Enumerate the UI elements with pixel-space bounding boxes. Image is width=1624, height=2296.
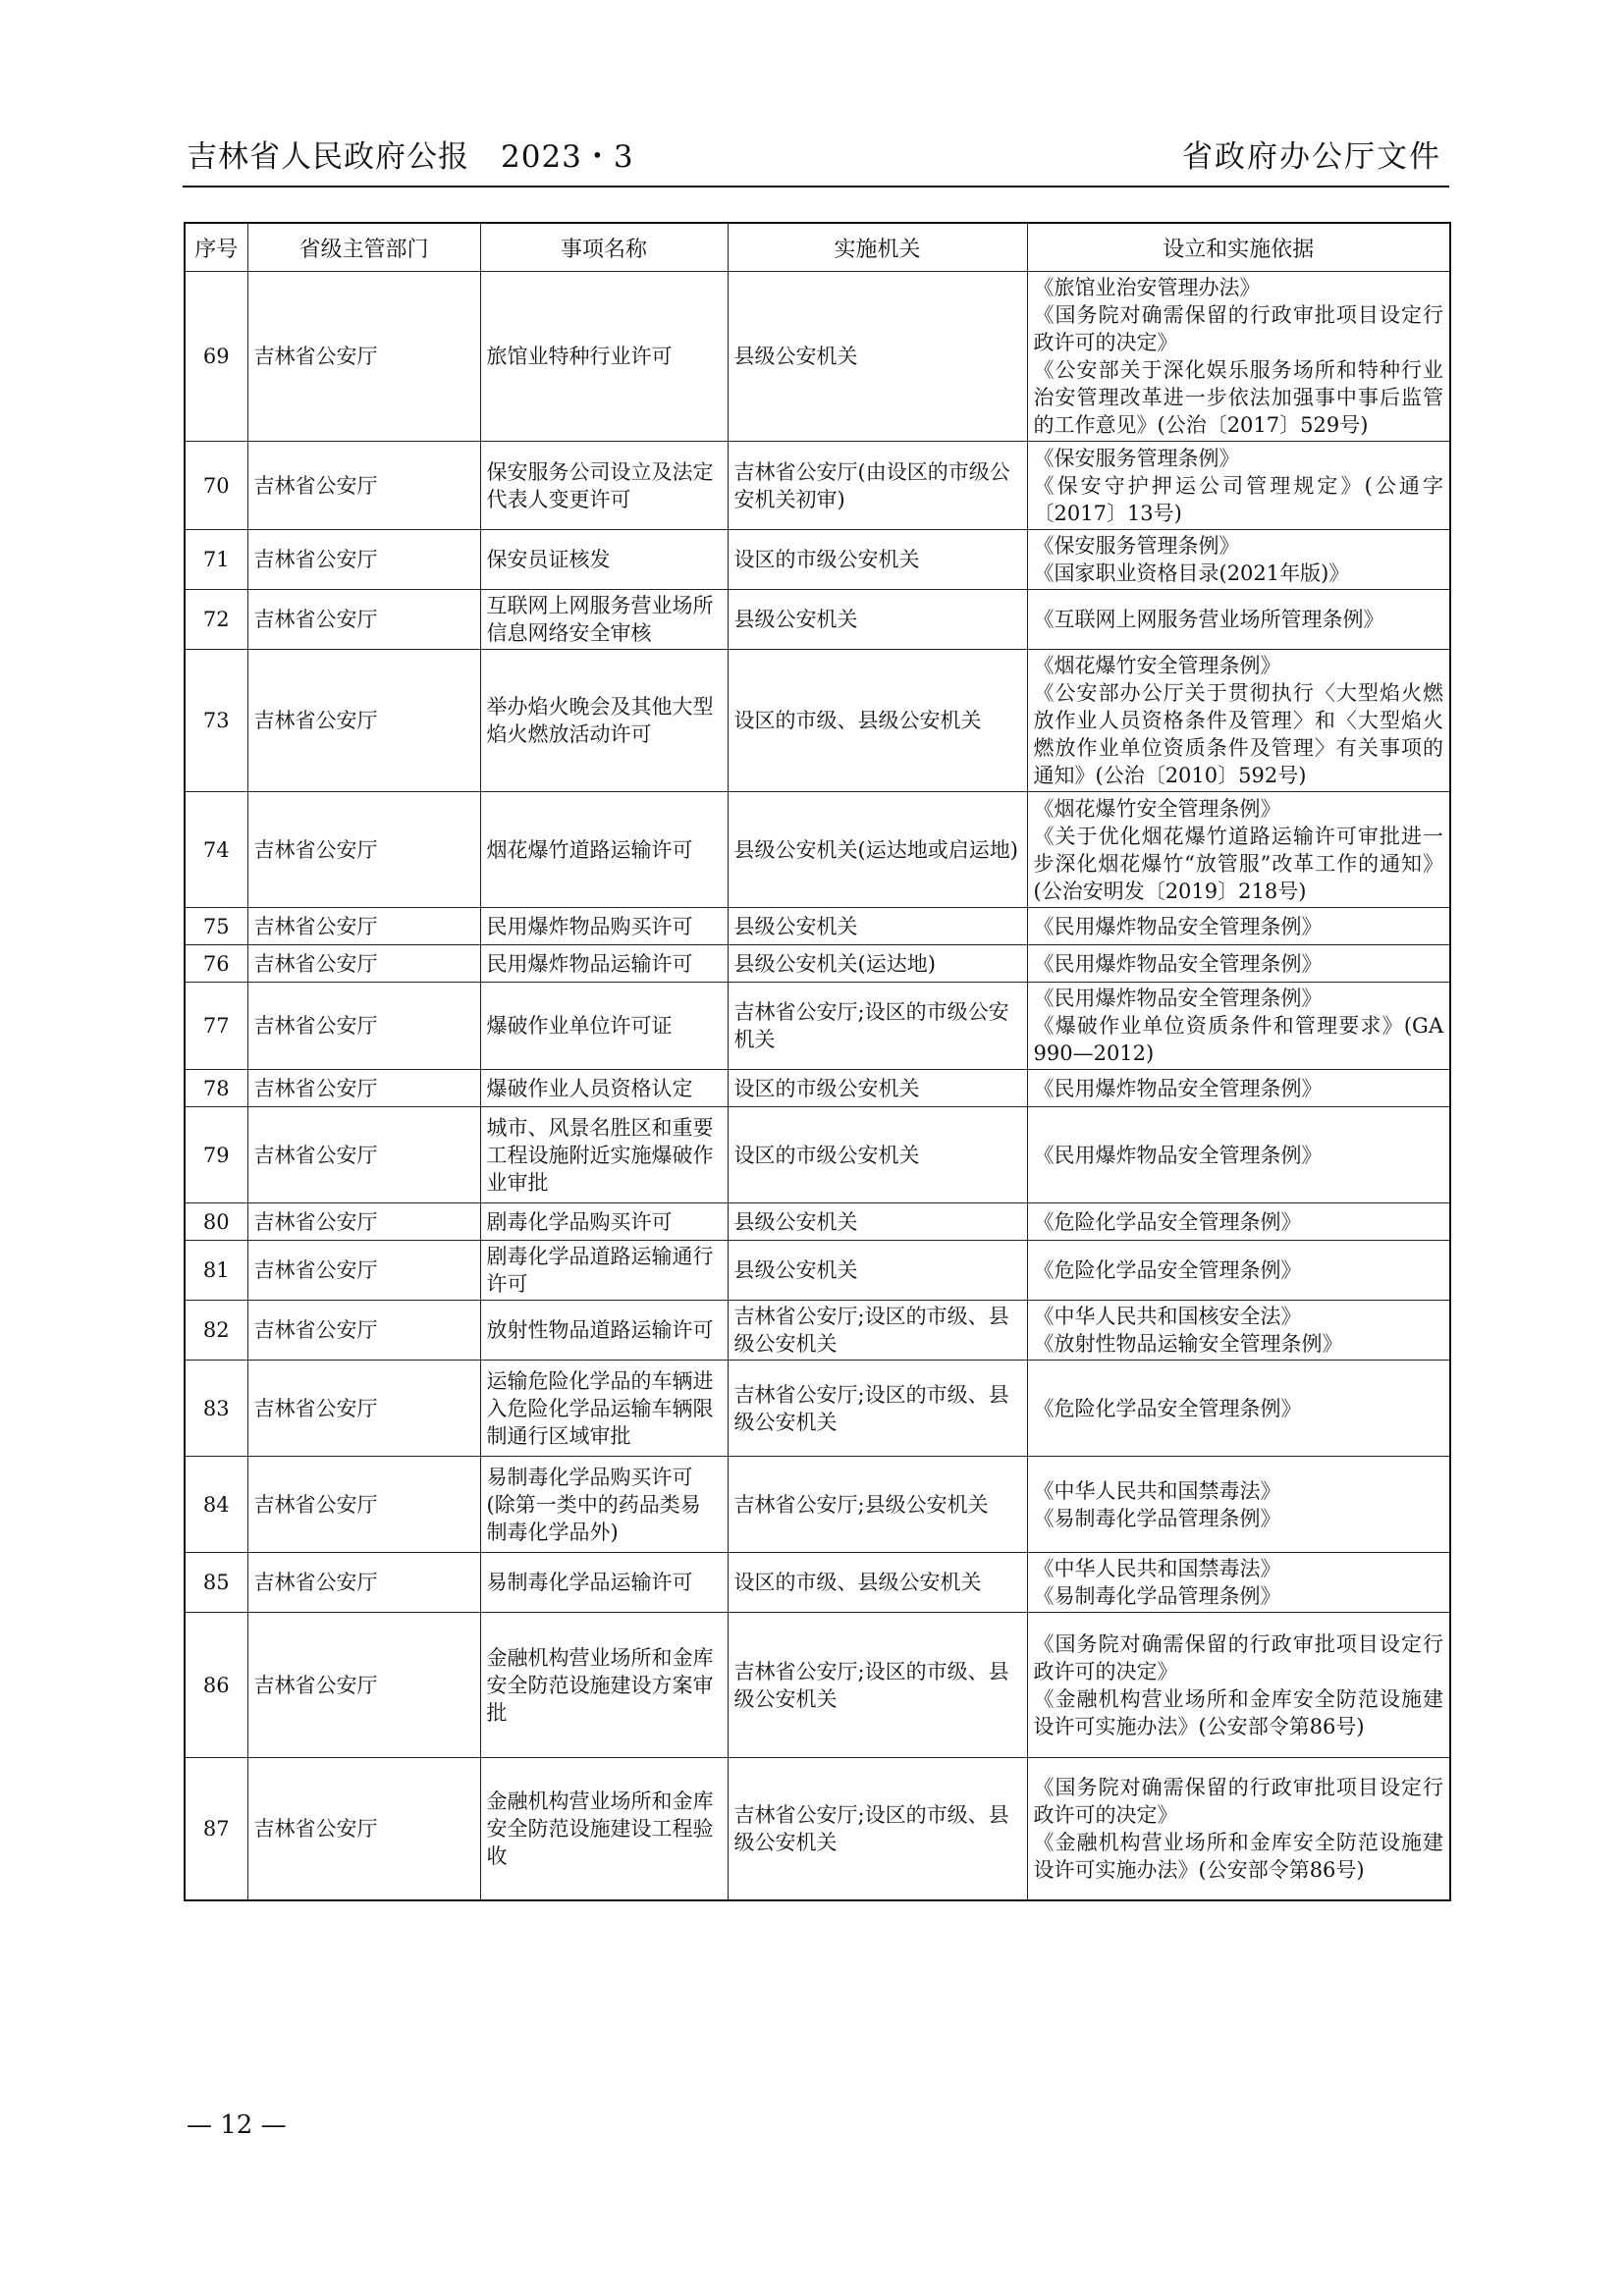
row-agency: 吉林省公安厅;设区的市级、县级公安机关 — [728, 1361, 1027, 1457]
row-department: 吉林省公安厅 — [247, 1553, 480, 1613]
row-item-name: 爆破作业单位许可证 — [480, 983, 728, 1070]
row-legal-basis — [1027, 590, 1450, 650]
basis-line: 《烟花爆竹安全管理条例》 — [1033, 796, 1281, 821]
row-department: 吉林省公安厅 — [247, 1361, 480, 1457]
row-item-name: 举办焰火晚会及其他大型焰火燃放活动许可 — [480, 650, 728, 792]
table-row — [185, 1361, 1450, 1457]
table-row — [185, 530, 1450, 590]
col-header-item: 事项名称 — [480, 223, 728, 272]
basis-line: 《爆破作业单位资质条件和管理要求》(GA 990—2012) — [1033, 1014, 1443, 1065]
row-agency: 县级公安机关 — [728, 1241, 1027, 1301]
basis-line: 《国务院对确需保留的行政审批项目设定行政许可的决定》 — [1033, 1631, 1443, 1683]
row-number: 73 — [185, 650, 247, 792]
table-row — [185, 272, 1450, 442]
row-department: 吉林省公安厅 — [247, 1613, 480, 1758]
basis-line: 《中华人民共和国禁毒法》 — [1033, 1557, 1281, 1580]
table-row — [185, 1203, 1450, 1241]
row-number: 79 — [185, 1107, 247, 1203]
row-agency: 吉林省公安厅;设区的市级公安机关 — [728, 983, 1027, 1070]
row-legal-basis — [1027, 1613, 1450, 1758]
row-legal-basis — [1027, 442, 1450, 530]
table-row — [185, 1613, 1450, 1758]
row-item-name: 民用爆炸物品运输许可 — [480, 945, 728, 983]
table-row — [185, 1457, 1450, 1553]
row-number: 84 — [185, 1457, 247, 1553]
row-item-name: 民用爆炸物品购买许可 — [480, 908, 728, 945]
row-legal-basis — [1027, 792, 1450, 908]
row-number: 87 — [185, 1758, 247, 1900]
table-row — [185, 945, 1450, 983]
basis-line: 《危险化学品安全管理条例》 — [1033, 1209, 1302, 1234]
col-header-no: 序号 — [185, 223, 247, 272]
basis-line: 《公安部办公厅关于贯彻执行〈大型焰火燃放作业人员资格条件及管理〉和〈大型焰火燃放作业单位资质条件及管理〉有关事项的通知》(公治〔2010〕592号) — [1033, 681, 1443, 787]
row-item-name: 易制毒化学品购买许可(除第一类中的药品类易制毒化学品外) — [480, 1457, 728, 1553]
row-number: 74 — [185, 792, 247, 908]
row-department: 吉林省公安厅 — [247, 590, 480, 650]
row-agency: 设区的市级公安机关 — [728, 1107, 1027, 1203]
basis-line: 《金融机构营业场所和金库安全防范设施建设许可实施办法》(公安部令第86号) — [1033, 1686, 1443, 1738]
row-department: 吉林省公安厅 — [247, 792, 480, 908]
row-agency: 吉林省公安厅;设区的市级、县级公安机关 — [728, 1613, 1027, 1758]
row-number: 77 — [185, 983, 247, 1070]
row-agency: 县级公安机关(运达地) — [728, 945, 1027, 983]
basis-line: 《关于优化烟花爆竹道路运输许可审批进一步深化烟花爆竹“放管服”改革工作的通知》(公治安明发〔2019〕218号) — [1033, 824, 1443, 903]
row-legal-basis — [1027, 1241, 1450, 1301]
row-legal-basis — [1027, 530, 1450, 590]
row-department: 吉林省公安厅 — [247, 1070, 480, 1107]
publication-header — [187, 132, 634, 176]
table-row — [185, 792, 1450, 908]
row-item-name: 运输危险化学品的车辆进入危险化学品运输车辆限制通行区域审批 — [480, 1361, 728, 1457]
publication-title: 吉林省人民政府公报 — [187, 139, 469, 175]
row-number: 78 — [185, 1070, 247, 1107]
row-number: 69 — [185, 272, 247, 442]
row-agency: 设区的市级、县级公安机关 — [728, 650, 1027, 792]
row-item-name: 城市、风景名胜区和重要工程设施附近实施爆破作业审批 — [480, 1107, 728, 1203]
row-legal-basis — [1027, 1070, 1450, 1107]
row-number: 71 — [185, 530, 247, 590]
table-row — [185, 650, 1450, 792]
basis-line: 《金融机构营业场所和金库安全防范设施建设许可实施办法》(公安部令第86号) — [1033, 1830, 1443, 1882]
row-agency: 吉林省公安厅;县级公安机关 — [728, 1457, 1027, 1553]
row-agency: 吉林省公安厅;设区的市级、县级公安机关 — [728, 1301, 1027, 1361]
row-number: 80 — [185, 1203, 247, 1241]
row-number: 76 — [185, 945, 247, 983]
basis-line: 《国务院对确需保留的行政审批项目设定行政许可的决定》 — [1033, 1775, 1443, 1827]
basis-line: 《互联网上网服务营业场所管理条例》 — [1033, 608, 1384, 631]
row-agency: 县级公安机关 — [728, 272, 1027, 442]
table-row — [185, 1758, 1450, 1900]
col-header-dept: 省级主管部门 — [247, 223, 480, 272]
basis-line: 《保安服务管理条例》 — [1033, 446, 1240, 470]
row-item-name: 保安服务公司设立及法定代表人变更许可 — [480, 442, 728, 530]
issue-number: 2023・3 — [501, 139, 634, 175]
table-row — [185, 590, 1450, 650]
row-item-name: 爆破作业人员资格认定 — [480, 1070, 728, 1107]
row-number: 85 — [185, 1553, 247, 1613]
basis-line: 《烟花爆竹安全管理条例》 — [1033, 654, 1281, 677]
basis-line: 《民用爆炸物品安全管理条例》 — [1033, 1143, 1323, 1167]
page-number: — 12 — — [187, 2110, 287, 2140]
row-department: 吉林省公安厅 — [247, 1457, 480, 1553]
row-department: 吉林省公安厅 — [247, 442, 480, 530]
table-row — [185, 1553, 1450, 1613]
row-agency: 设区的市级公安机关 — [728, 1070, 1027, 1107]
row-number: 86 — [185, 1613, 247, 1758]
basis-line: 《保安守护押运公司管理规定》(公通字〔2017〕13号) — [1033, 473, 1443, 525]
row-item-name: 旅馆业特种行业许可 — [480, 272, 728, 442]
basis-line: 《危险化学品安全管理条例》 — [1033, 1396, 1302, 1420]
row-legal-basis — [1027, 1457, 1450, 1553]
row-number: 70 — [185, 442, 247, 530]
basis-line: 《中华人民共和国核安全法》 — [1033, 1305, 1302, 1328]
row-legal-basis — [1027, 1361, 1450, 1457]
row-item-name: 剧毒化学品道路运输通行许可 — [480, 1241, 728, 1301]
row-agency: 设区的市级、县级公安机关 — [728, 1553, 1027, 1613]
row-department: 吉林省公安厅 — [247, 908, 480, 945]
permit-table — [184, 222, 1451, 1901]
row-legal-basis — [1027, 1107, 1450, 1203]
row-number: 82 — [185, 1301, 247, 1361]
basis-line: 《民用爆炸物品安全管理条例》 — [1033, 914, 1323, 938]
row-item-name: 金融机构营业场所和金库安全防范设施建设方案审批 — [480, 1613, 728, 1758]
row-number: 81 — [185, 1241, 247, 1301]
table-row — [185, 1301, 1450, 1361]
col-header-basis: 设立和实施依据 — [1027, 223, 1450, 272]
row-item-name: 金融机构营业场所和金库安全防范设施建设工程验收 — [480, 1758, 728, 1900]
table-header-row — [185, 223, 1450, 272]
row-agency: 县级公安机关 — [728, 1203, 1027, 1241]
document-category: 省政府办公厅文件 — [1182, 139, 1441, 175]
row-agency: 县级公安机关 — [728, 908, 1027, 945]
row-legal-basis — [1027, 1301, 1450, 1361]
table-row — [185, 908, 1450, 945]
basis-line: 《民用爆炸物品安全管理条例》 — [1033, 1076, 1323, 1100]
row-item-name: 剧毒化学品购买许可 — [480, 1203, 728, 1241]
row-department: 吉林省公安厅 — [247, 272, 480, 442]
row-department: 吉林省公安厅 — [247, 1107, 480, 1203]
col-header-agency: 实施机关 — [728, 223, 1027, 272]
row-department: 吉林省公安厅 — [247, 983, 480, 1070]
row-legal-basis — [1027, 650, 1450, 792]
row-agency: 吉林省公安厅(由设区的市级公安机关初审) — [728, 442, 1027, 530]
basis-line: 《民用爆炸物品安全管理条例》 — [1033, 987, 1323, 1010]
basis-line: 《保安服务管理条例》 — [1033, 534, 1240, 558]
table-body — [185, 272, 1450, 1900]
basis-line: 《放射性物品运输安全管理条例》 — [1033, 1332, 1343, 1356]
table-row — [185, 1107, 1450, 1203]
row-department: 吉林省公安厅 — [247, 1301, 480, 1361]
row-agency: 设区的市级公安机关 — [728, 530, 1027, 590]
row-department: 吉林省公安厅 — [247, 650, 480, 792]
row-legal-basis — [1027, 983, 1450, 1070]
row-legal-basis — [1027, 945, 1450, 983]
row-legal-basis — [1027, 1758, 1450, 1900]
row-agency: 县级公安机关(运达地或启运地) — [728, 792, 1027, 908]
row-agency: 县级公安机关 — [728, 590, 1027, 650]
basis-line: 《公安部关于深化娱乐服务场所和特种行业治安管理改革进一步依法加强事中事后监管的工作意见》(公治〔2017〕529号) — [1033, 358, 1443, 437]
table-row — [185, 983, 1450, 1070]
row-item-name: 放射性物品道路运输许可 — [480, 1301, 728, 1361]
basis-line: 《国务院对确需保留的行政审批项目设定行政许可的决定》 — [1033, 303, 1443, 354]
row-number: 83 — [185, 1361, 247, 1457]
basis-line: 《民用爆炸物品安全管理条例》 — [1033, 951, 1323, 976]
row-department: 吉林省公安厅 — [247, 945, 480, 983]
row-legal-basis — [1027, 1553, 1450, 1613]
basis-line: 《易制毒化学品管理条例》 — [1033, 1584, 1281, 1608]
row-legal-basis — [1027, 1203, 1450, 1241]
row-legal-basis — [1027, 908, 1450, 945]
row-item-name: 互联网上网服务营业场所信息网络安全审核 — [480, 590, 728, 650]
table-row — [185, 442, 1450, 530]
row-department: 吉林省公安厅 — [247, 1241, 480, 1301]
table-row — [185, 1241, 1450, 1301]
basis-line: 《危险化学品安全管理条例》 — [1033, 1258, 1302, 1282]
row-department: 吉林省公安厅 — [247, 530, 480, 590]
basis-line: 《中华人民共和国禁毒法》 — [1033, 1478, 1281, 1503]
row-number: 72 — [185, 590, 247, 650]
row-legal-basis — [1027, 272, 1450, 442]
row-number: 75 — [185, 908, 247, 945]
basis-line: 《旅馆业治安管理办法》 — [1033, 276, 1261, 299]
basis-line: 《国家职业资格目录(2021年版)》 — [1033, 561, 1350, 585]
row-department: 吉林省公安厅 — [247, 1758, 480, 1900]
row-item-name: 烟花爆竹道路运输许可 — [480, 792, 728, 908]
basis-line: 《易制毒化学品管理条例》 — [1033, 1506, 1281, 1530]
row-department: 吉林省公安厅 — [247, 1203, 480, 1241]
row-item-name: 保安员证核发 — [480, 530, 728, 590]
row-agency: 吉林省公安厅;设区的市级、县级公安机关 — [728, 1758, 1027, 1900]
header-rule — [183, 186, 1449, 187]
row-item-name: 易制毒化学品运输许可 — [480, 1553, 728, 1613]
table-row — [185, 1070, 1450, 1107]
